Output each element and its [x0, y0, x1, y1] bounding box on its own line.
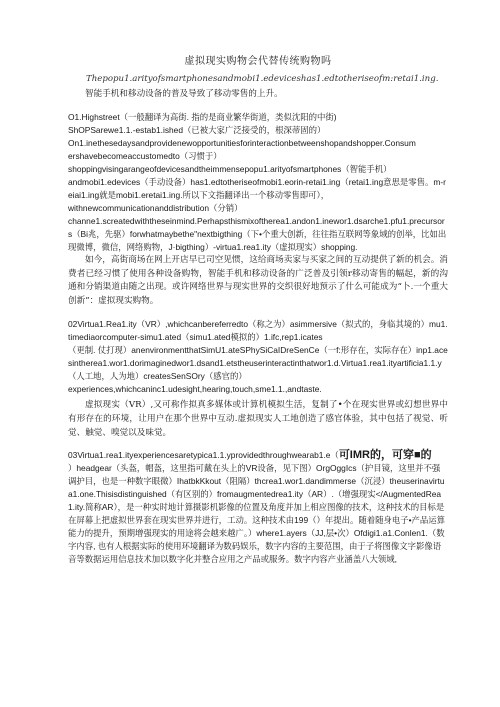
section-02-heading: 02Virtua1.Rea1.ity（VR）,whichcanbereferredto（称之为）asimmersive（拟式的，身临其境的）mu1.timediaorcomputer-simu1.ated（simu1.ated模拟的）1.ifc,rep1.icates: [68, 318, 448, 342]
section-01-line: withnewcommunicationanddistribution（分销）: [68, 202, 243, 213]
section-02-line: experiences,whichcaninc1.udesight,hearing,touch,sme1.1.,andtaste.: [68, 383, 322, 394]
section-03-heading-text: 03Virtua1.rea1.ityexperiencesaretypica1.1.yprovidedthroughwearab1.e（: [68, 450, 339, 461]
section-03-heading: [68, 449, 448, 462]
section-03-heading-emphasis: 可IMR的，可穿■的: [338, 449, 432, 462]
document-subtitle: Thepopu1.arityofsmartphonesandmobi1.edeviceshas1.edtotheriseofm:retai1.ing.: [86, 74, 439, 84]
section-01-line: On1.inethesedaysandprovidenewopportunitiesforinteractionbetweenshopandshopper.Consum: [68, 137, 416, 148]
section-03-line: ）headgear（头盔，帽盔，这里指可戴在头上的VR设备，见下图）OrgOggIcs（护目镜，这里并不强调护目，也是一种数字眼微）IhatbkKkout（阻隔）thcrea1.wor1.dandimmerse（沉浸）theuserinavirtua1.one.Thisisdistinguished（有区别的）fromaugmentedrea1.ity（AR）.（增强现实</AugmentedRea1.ity.简称AR），是一种实时地计算摄影机影像的位置及角度并加上相应图像的技术，这种技术的目标是在屏幕上把虚拟世界套在现实世界并进行，工动。这种技术由199（）年提出。随着随身电子•产品运算能力的提升，预期增强现实的用途将会越来越广。）where1.ayers（JJ,层•次）Ofdigi1.a1.Conlen1.（数字内容, 也有人根据实际的使用环境翻译为数码娱乐，数字内容的主要范围，由于子将图像文字影像语音等数据运用信息技术加以数字化并整合应用之产品或服务。数字内容产业涵盖八大领域,: [68, 463, 446, 565]
section-01-line: ershavebecomeaccustomedto（习惯于）: [68, 150, 222, 161]
section-01-line: ShOPSarewe1.1.-estab1.ished（已被大家广泛接受的，根深蒂固的）: [68, 124, 326, 135]
section-02-translation: 虚拟现实（VR）,又可称作拟真多媒体或计算机模拟生活，复制了•个在现实世界或幻想世界中有形存在的环境，让用户在那个世界中互动.虚拟现实人工地创造了感官体验，其中包括了视觉、听觉、触觉、嗅觉以及味觉。: [68, 399, 448, 438]
section-01-line: shoppingvisingarangeofdevicesandtheimmensepopu1.arityofsmartphones（智能手机）: [68, 163, 392, 174]
document-title: 虚拟现实购物会代替传统购物吗: [184, 56, 332, 67]
section-01-line: channe1.screatedwiththeseinmind.Perhapsthismixoftherea1.andon1.inewor1.dsarche1.pfu1.precursors（Bi兆，先驱）forwhatmaybethe"nextbigthing（下•个重大创新，往往指互联网等象域的创举，比如出现微博，微信，网络购物，J·bigthing）-virtua1.rea1.ity（虚拟现实）shopping.: [68, 215, 447, 252]
intro-paragraph: 智能手机和移动设备的普及导致了移动零售的上升。: [85, 89, 283, 99]
section-01-heading: O1.Highstreet（一般翻译为高街. 指的是商业繁华街道，类似沈阳的中街): [68, 111, 337, 122]
section-02-line: （更制. 仗打现）anenvironmentthatSimU1.ateSPhySiCaIDreSenCe（一f:形存在，实际存在）inp1.acesintherea1.wor1.dorimaginedwor1.dsand1.etstheuserinteractinthatwor1.d.Virtua1.rea1.ityartificia1.1.y（人工地，人为地）createsSenSOry（感官的）: [68, 344, 448, 381]
section-01-line: andmobi1.edevices（手动设备）has1.edtotheriseofmobi1.eorin-retai1.ing（retai1.ing意思是零售。m-reiai1.ing就是mobi1.eretai1.ing.所以下文指翻译出一个移动零售即可），: [68, 176, 446, 200]
section-01-translation: 如今，高街商场在网上开店早已司空见惯，这给商场卖家与买家之间的互动提供了新的机会。消费者已经习惯了使用各种设备购物，智能手机和移动设备的广泛普及引领r移动寄售的幅起，新的沟通和分销渠道由随之出现。或许网络世界与现实世界的交织很好地预示了什么可能成为“卜.一个重大创新”：虚拟现实购物。: [68, 254, 448, 307]
